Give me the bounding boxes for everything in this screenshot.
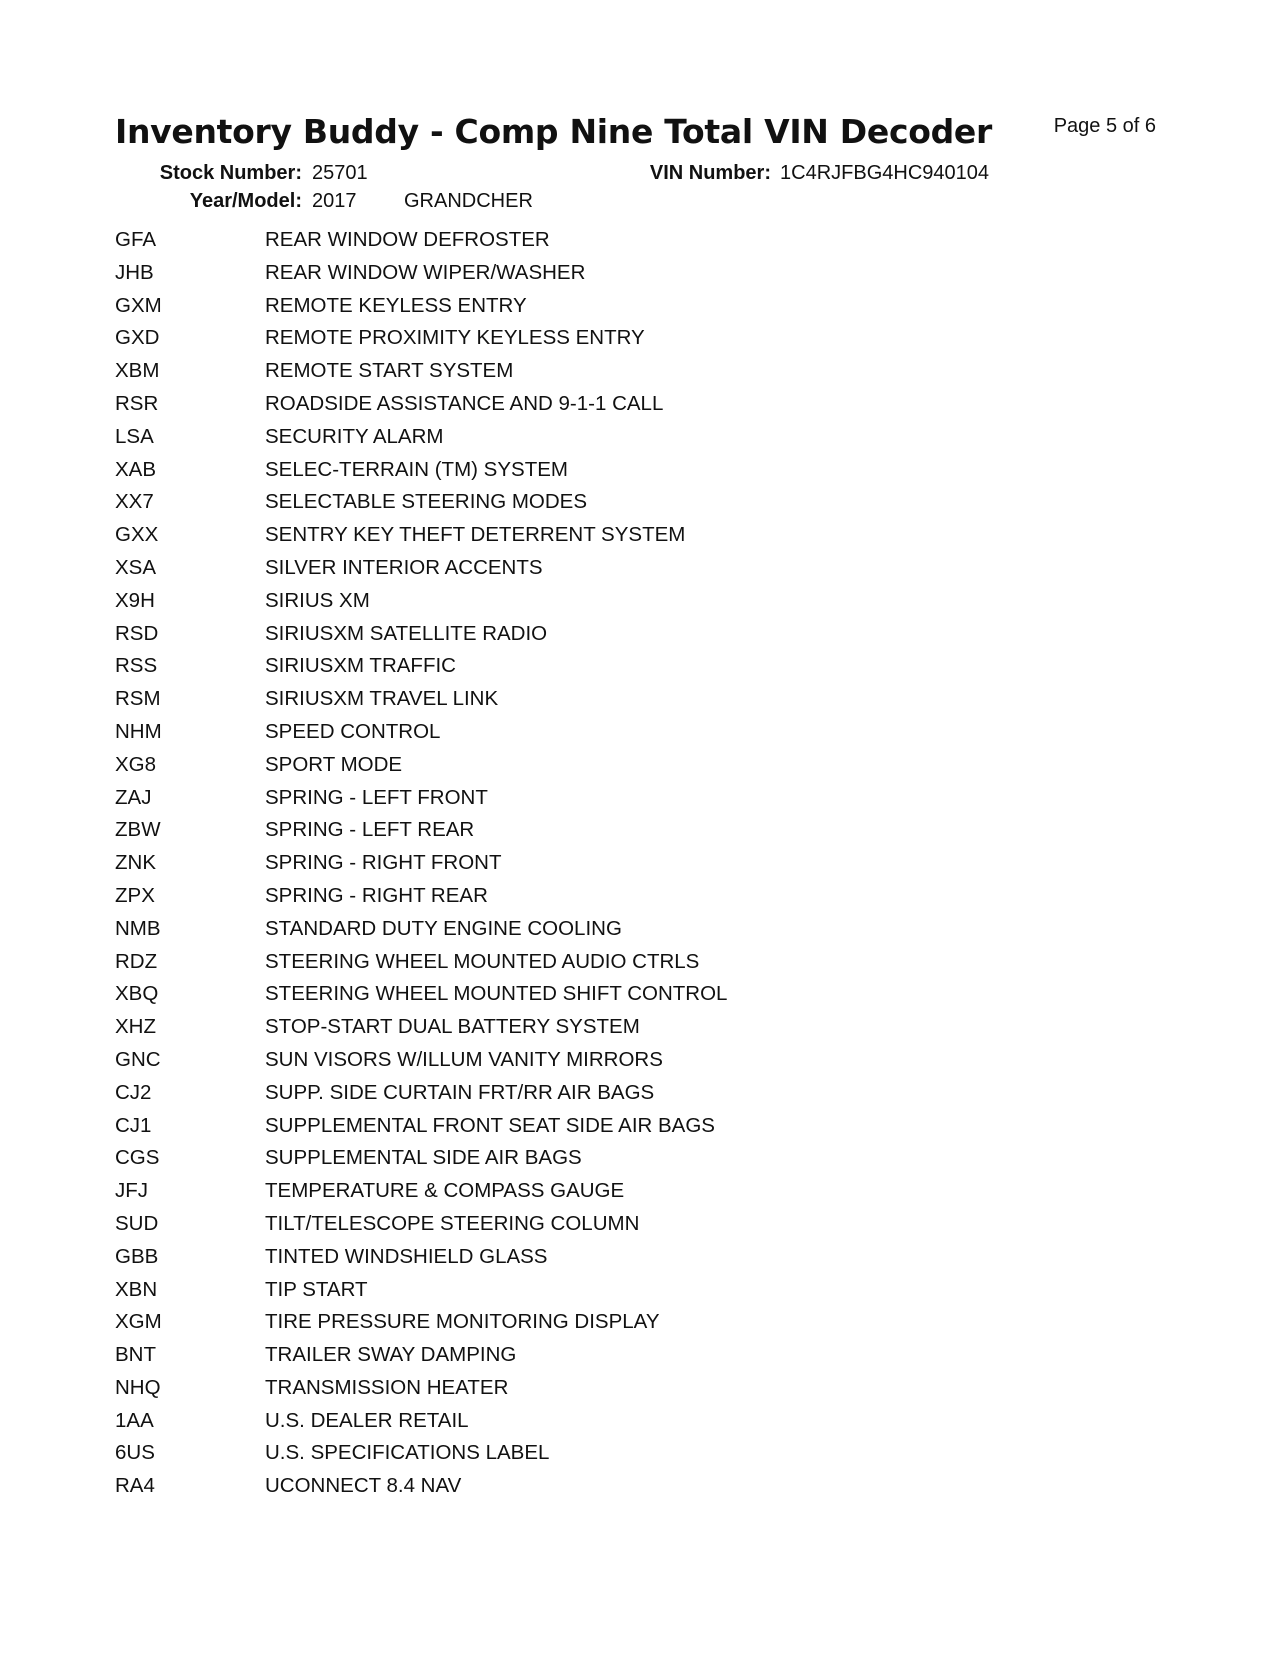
option-row bbox=[115, 950, 1015, 983]
option-code: XHZ bbox=[115, 1015, 156, 1039]
option-row bbox=[115, 326, 1015, 359]
option-description: STOP-START DUAL BATTERY SYSTEM bbox=[265, 1015, 640, 1039]
option-code: NHQ bbox=[115, 1375, 161, 1399]
option-description: SIRIUSXM TRAFFIC bbox=[265, 654, 456, 678]
option-row bbox=[115, 1474, 1015, 1507]
option-code: XGM bbox=[115, 1310, 162, 1334]
option-row bbox=[115, 1146, 1015, 1179]
option-row bbox=[115, 556, 1015, 589]
option-code: RSR bbox=[115, 391, 159, 415]
option-description: STEERING WHEEL MOUNTED AUDIO CTRLS bbox=[265, 949, 700, 973]
option-code: XBM bbox=[115, 359, 160, 383]
option-code: BNT bbox=[115, 1343, 156, 1367]
option-code: RSS bbox=[115, 654, 158, 678]
option-code: GXD bbox=[115, 326, 160, 350]
option-row bbox=[115, 1409, 1015, 1442]
option-code: RDZ bbox=[115, 949, 158, 973]
option-description: SIRIUSXM SATELLITE RADIO bbox=[265, 621, 548, 645]
option-row bbox=[115, 359, 1015, 392]
option-row bbox=[115, 1114, 1015, 1147]
option-row bbox=[115, 1081, 1015, 1114]
option-row bbox=[115, 458, 1015, 491]
option-row bbox=[115, 851, 1015, 884]
option-description: SENTRY KEY THEFT DETERRENT SYSTEM bbox=[265, 523, 686, 547]
option-code: CGS bbox=[115, 1146, 160, 1170]
option-row bbox=[115, 425, 1015, 458]
option-code: NHM bbox=[115, 719, 162, 743]
option-code: XX7 bbox=[115, 490, 154, 514]
option-code: RA4 bbox=[115, 1474, 155, 1498]
option-row bbox=[115, 1441, 1015, 1474]
option-code: JFJ bbox=[115, 1179, 149, 1203]
option-code: GBB bbox=[115, 1244, 159, 1268]
option-row bbox=[115, 589, 1015, 622]
option-description: TEMPERATURE & COMPASS GAUGE bbox=[265, 1179, 625, 1203]
option-row bbox=[115, 1376, 1015, 1409]
option-code: XG8 bbox=[115, 752, 157, 776]
option-description: SELEC-TERRAIN (TM) SYSTEM bbox=[265, 457, 568, 481]
option-row bbox=[115, 490, 1015, 523]
option-code: GXX bbox=[115, 523, 159, 547]
option-code-list bbox=[115, 228, 1015, 1507]
option-description: SUPP. SIDE CURTAIN FRT/RR AIR BAGS bbox=[265, 1080, 655, 1104]
option-description: SPRING - LEFT REAR bbox=[265, 818, 475, 842]
option-row bbox=[115, 1245, 1015, 1278]
option-row bbox=[115, 1212, 1015, 1245]
option-code: GFA bbox=[115, 228, 157, 251]
option-code: GXM bbox=[115, 293, 162, 317]
option-row bbox=[115, 1343, 1015, 1376]
option-row bbox=[115, 753, 1015, 786]
option-description: TINTED WINDSHIELD GLASS bbox=[265, 1244, 548, 1268]
option-code: 1AA bbox=[115, 1408, 154, 1432]
option-row bbox=[115, 1015, 1015, 1048]
option-code: X9H bbox=[115, 588, 155, 612]
option-row bbox=[115, 261, 1015, 294]
option-description: TRAILER SWAY DAMPING bbox=[265, 1343, 517, 1367]
option-code: ZBW bbox=[115, 818, 161, 842]
option-row bbox=[115, 1179, 1015, 1212]
option-code: ZPX bbox=[115, 883, 155, 907]
option-description: SPRING - RIGHT FRONT bbox=[265, 851, 502, 875]
option-code: RSM bbox=[115, 687, 161, 711]
option-description: TIRE PRESSURE MONITORING DISPLAY bbox=[265, 1310, 660, 1334]
option-description: SILVER INTERIOR ACCENTS bbox=[265, 555, 543, 579]
option-code: ZAJ bbox=[115, 785, 152, 809]
option-row bbox=[115, 1048, 1015, 1081]
option-code: XBQ bbox=[115, 982, 159, 1006]
option-description: TRANSMISSION HEATER bbox=[265, 1375, 509, 1399]
option-code: LSA bbox=[115, 424, 154, 448]
option-description: TIP START bbox=[265, 1277, 368, 1301]
option-code: 6US bbox=[115, 1441, 155, 1465]
vin-number-label: VIN Number: bbox=[649, 162, 771, 184]
year-model-label: Year/Model: bbox=[189, 190, 302, 212]
option-code: ZNK bbox=[115, 851, 156, 875]
option-description: SIRIUSXM TRAVEL LINK bbox=[265, 687, 499, 711]
option-row bbox=[115, 917, 1015, 950]
option-description: U.S. DEALER RETAIL bbox=[265, 1408, 469, 1432]
option-row bbox=[115, 818, 1015, 851]
option-code: XSA bbox=[115, 555, 157, 579]
stock-number-value: 25701 bbox=[312, 162, 368, 184]
option-description: UCONNECT 8.4 NAV bbox=[265, 1474, 462, 1498]
option-description: REAR WINDOW DEFROSTER bbox=[265, 228, 550, 251]
option-description: REMOTE PROXIMITY KEYLESS ENTRY bbox=[265, 326, 645, 350]
stock-number-label: Stock Number: bbox=[159, 162, 302, 184]
option-description: SIRIUS XM bbox=[265, 588, 370, 612]
option-description: SUN VISORS W/ILLUM VANITY MIRRORS bbox=[265, 1047, 663, 1071]
vin-number-value: 1C4RJFBG4HC940104 bbox=[780, 162, 989, 184]
option-row bbox=[115, 523, 1015, 556]
option-description: U.S. SPECIFICATIONS LABEL bbox=[265, 1441, 550, 1465]
option-row bbox=[115, 720, 1015, 753]
option-description: STEERING WHEEL MOUNTED SHIFT CONTROL bbox=[265, 982, 728, 1006]
option-description: SPRING - LEFT FRONT bbox=[265, 785, 488, 809]
option-description: SECURITY ALARM bbox=[265, 424, 444, 448]
option-code: JHB bbox=[115, 260, 154, 284]
option-row bbox=[115, 622, 1015, 655]
option-description: STANDARD DUTY ENGINE COOLING bbox=[265, 916, 622, 940]
option-description: REMOTE START SYSTEM bbox=[265, 359, 514, 383]
option-code: NMB bbox=[115, 916, 161, 940]
option-row bbox=[115, 294, 1015, 327]
page-indicator: Page 5 of 6 bbox=[1053, 115, 1156, 137]
option-code: CJ2 bbox=[115, 1080, 152, 1104]
option-description: ROADSIDE ASSISTANCE AND 9-1-1 CALL bbox=[265, 391, 664, 415]
option-row bbox=[115, 1278, 1015, 1311]
option-description: TILT/TELESCOPE STEERING COLUMN bbox=[265, 1211, 640, 1235]
option-row bbox=[115, 228, 1015, 261]
option-description: SUPPLEMENTAL FRONT SEAT SIDE AIR BAGS bbox=[265, 1113, 715, 1137]
option-row bbox=[115, 687, 1015, 720]
option-description: SPEED CONTROL bbox=[265, 719, 441, 743]
option-code: SUD bbox=[115, 1211, 159, 1235]
option-description: REMOTE KEYLESS ENTRY bbox=[265, 293, 527, 317]
option-row bbox=[115, 654, 1015, 687]
model-value: GRANDCHER bbox=[404, 190, 533, 212]
option-code: XAB bbox=[115, 457, 157, 481]
option-code: CJ1 bbox=[115, 1113, 152, 1137]
option-code: XBN bbox=[115, 1277, 158, 1301]
option-description: SPRING - RIGHT REAR bbox=[265, 883, 488, 907]
document-title: Inventory Buddy - Comp Nine Total VIN Decoder bbox=[115, 112, 992, 151]
option-row bbox=[115, 392, 1015, 425]
option-description: REAR WINDOW WIPER/WASHER bbox=[265, 260, 586, 284]
option-description: SPORT MODE bbox=[265, 752, 403, 776]
option-row bbox=[115, 786, 1015, 819]
option-row bbox=[115, 1310, 1015, 1343]
year-value: 2017 bbox=[312, 190, 357, 212]
option-description: SUPPLEMENTAL SIDE AIR BAGS bbox=[265, 1146, 582, 1170]
option-row bbox=[115, 982, 1015, 1015]
option-code: RSD bbox=[115, 621, 159, 645]
option-row bbox=[115, 884, 1015, 917]
option-description: SELECTABLE STEERING MODES bbox=[265, 490, 588, 514]
option-code: GNC bbox=[115, 1047, 161, 1071]
